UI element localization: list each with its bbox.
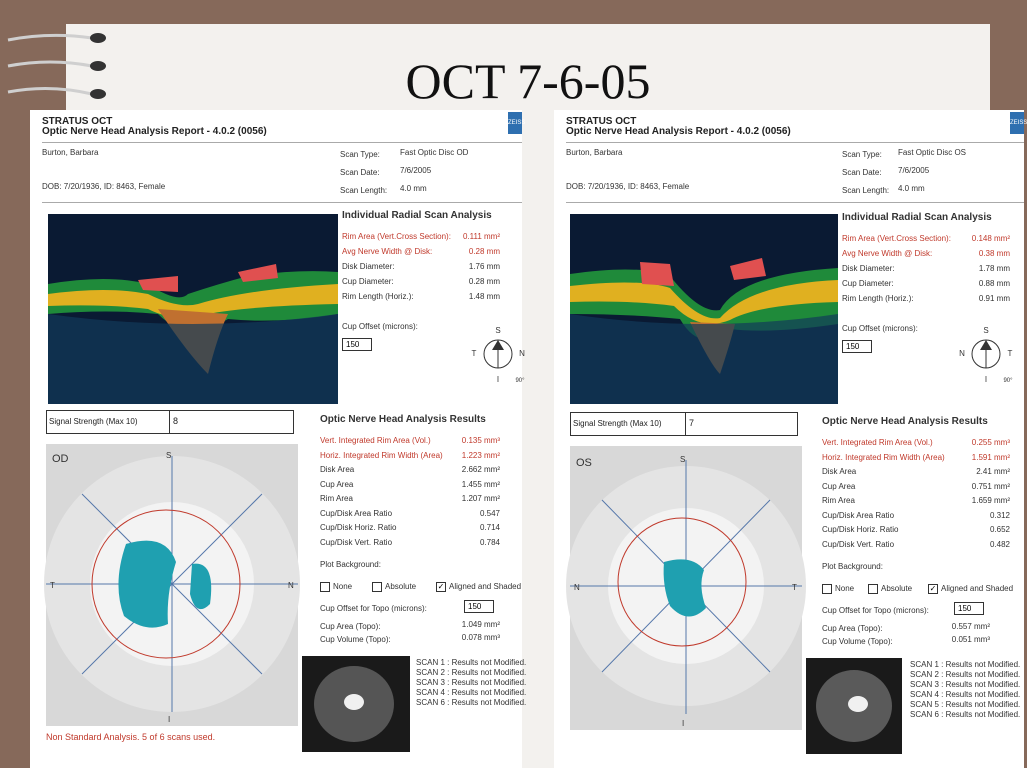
radial-label: Rim Length (Horiz.): xyxy=(342,292,414,301)
top-band xyxy=(0,0,1024,24)
results-label: Cup Area xyxy=(320,479,354,489)
topography-map-os xyxy=(570,446,802,730)
radial-label: Rim Area (Vert.Cross Section): xyxy=(342,232,451,241)
svg-text:S: S xyxy=(166,451,172,460)
aligned-checkbox[interactable]: ✓ xyxy=(929,584,937,593)
compass-icon xyxy=(958,324,1014,386)
results-value: 0.784 xyxy=(479,537,500,547)
radial-value: 1.76 mm xyxy=(468,262,500,271)
svg-text:N: N xyxy=(574,583,580,592)
results-label: Cup/Disk Vert. Ratio xyxy=(822,539,895,549)
results-value: 1.455 mm² xyxy=(461,479,500,489)
scan-list: SCAN 1 : Results not Modified. SCAN 2 : Results not Modified. SCAN 3 : Results not Modified. SCAN 4 : Results not Modified. SCAN 5 : Results not Modified. SCAN 6 : Results not Modified. xyxy=(910,660,1021,719)
results-value: 0.135 mm³ xyxy=(461,436,500,445)
patient-dob: DOB: 7/20/1936, ID: 8463, Female xyxy=(42,182,166,191)
radial-value: 1.78 mm xyxy=(978,264,1010,273)
svg-text:OS: OS xyxy=(576,457,592,469)
svg-text:N: N xyxy=(519,349,525,358)
radial-value: 1.48 mm xyxy=(468,292,500,301)
scan-type: Fast Optic Disc OS xyxy=(898,148,967,157)
svg-text:N: N xyxy=(288,581,294,590)
radial-value: 0.28 mm xyxy=(468,277,500,286)
svg-text:T: T xyxy=(50,581,55,590)
results-value: 0.482 xyxy=(989,539,1010,549)
patient-name: Burton, Barbara xyxy=(42,148,99,157)
oct-cross-section-image xyxy=(48,214,338,404)
radial-title: Individual Radial Scan Analysis xyxy=(342,210,492,221)
fundus-photo-od xyxy=(302,656,410,752)
analysis-footnote: Non Standard Analysis. 5 of 6 scans used. xyxy=(46,732,216,742)
signal-strength: Signal Strength (Max 10) 8 xyxy=(46,410,294,434)
scan-date: 7/6/2005 xyxy=(400,166,432,175)
svg-text:S: S xyxy=(983,326,989,335)
svg-text:T: T xyxy=(1007,349,1013,358)
radial-label: Rim Length (Horiz.): xyxy=(842,294,914,303)
results-label: Cup/Disk Area Ratio xyxy=(320,508,393,518)
results-value: 2.41 mm² xyxy=(976,467,1010,476)
scan-list: SCAN 1 : Results not Modified. SCAN 2 : Results not Modified. SCAN 3 : Results not Modified. SCAN 4 : Results not Modified. SCAN 6 : Results not Modified. xyxy=(416,658,527,707)
results-label: Disk Area xyxy=(320,465,355,474)
svg-text:OD: OD xyxy=(52,453,69,465)
results-value: 1.223 mm² xyxy=(461,450,500,460)
radial-label: Rim Area (Vert.Cross Section): xyxy=(842,234,951,243)
report-os: STRATUS OCT Optic Nerve Head Analysis Report - 4.0.2 (0056) ZEISS Burton, Barbara DOB: 7/20/1936, ID: 8463, Female Scan Type: Fast Optic Disc OS Scan Date: 7/6/2005 Scan Length: 4.0 mm Individual Radial Scan Analysis Cup Offset (microns): 150 S N T I 90° Signal Strength (Max 10) 7 Optic Nerve Head Analysis Results Plot Background: None Absolute ✓ Aligned and Shaded Cup Offset for Topo (microns): 150 Cup Area (Topo): 0.557 mm² Cup Volume (Topo): 0.051 mm³ OS S N T I SCAN 1 : Results not Modified. SCAN 2 : Results not Modified. SCAN 3 : Results not Modified. SCAN 4 : Results not Modified. SCAN 5 : Results not Modified. SCAN 6 : Results not Modified. Rim Area (Vert.Cross Section): 0.148 mm² Avg Nerve Width @ Disk: 0.38 mm Disk Diameter: 1.78 mm Cup Diameter: 0.88 mm Rim Length (Horiz.): 0.91 mm Vert. Integrated Rim Area (Vol.) 0.255 mm³ Horiz. Integrated Rim Width (Area) 1.591 mm² Disk Area 2.41 mm² Cup Area 0.751 mm² Rim Area 1.659 mm² Cup/Disk Area Ratio 0.312 Cup/Disk Horiz. Ratio 0.652 Cup/Disk Vert. Ratio 0.482 xyxy=(554,110,1024,768)
results-label: Horiz. Integrated Rim Width (Area) xyxy=(822,452,945,462)
topo-offset-field[interactable]: 150 xyxy=(464,600,494,613)
results-label: Horiz. Integrated Rim Width (Area) xyxy=(320,450,443,460)
svg-text:S: S xyxy=(495,326,501,335)
topo-offset-field[interactable]: 150 xyxy=(954,602,984,615)
svg-text:90°: 90° xyxy=(515,378,525,384)
svg-text:I: I xyxy=(168,715,171,724)
results-label: Cup/Disk Vert. Ratio xyxy=(320,537,393,547)
absolute-checkbox[interactable] xyxy=(868,584,878,594)
scan-type: Fast Optic Disc OD xyxy=(400,148,469,157)
zeiss-logo: ZEISS xyxy=(508,112,522,134)
cup-offset-field[interactable]: 150 xyxy=(842,340,872,353)
radial-label: Disk Diameter: xyxy=(342,262,395,271)
svg-text:S: S xyxy=(680,455,686,464)
svg-text:I: I xyxy=(984,375,988,384)
svg-text:90°: 90° xyxy=(1003,378,1013,384)
compass-icon xyxy=(470,324,526,386)
none-checkbox[interactable] xyxy=(822,584,832,594)
brand: STRATUS OCT xyxy=(566,116,637,127)
results-label: Cup Area xyxy=(822,481,856,491)
results-value: 2.662 mm² xyxy=(461,465,500,474)
radial-value: 0.38 mm xyxy=(978,249,1010,258)
scan-date: 7/6/2005 xyxy=(898,166,930,175)
svg-text:T: T xyxy=(471,349,477,358)
results-label: Vert. Integrated Rim Area (Vol.) xyxy=(320,436,431,445)
radial-value: 0.111 mm² xyxy=(462,232,500,241)
radial-label: Avg Nerve Width @ Disk: xyxy=(842,249,933,258)
radial-label: Disk Diameter: xyxy=(842,264,895,273)
radial-label: Cup Diameter: xyxy=(342,277,394,286)
results-value: 1.207 mm² xyxy=(461,494,500,503)
results-title: Optic Nerve Head Analysis Results xyxy=(822,416,988,427)
results-value: 1.659 mm² xyxy=(971,496,1010,505)
radial-label: Cup Diameter: xyxy=(842,279,894,288)
results-value: 0.547 xyxy=(479,508,500,518)
results-value: 0.312 xyxy=(989,510,1010,520)
results-label: Vert. Integrated Rim Area (Vol.) xyxy=(822,438,933,447)
aligned-checkbox[interactable]: ✓ xyxy=(437,582,445,591)
results-value: 0.751 mm² xyxy=(971,481,1010,491)
radial-value: 0.91 mm xyxy=(978,294,1010,303)
results-title: Optic Nerve Head Analysis Results xyxy=(320,414,486,425)
topography-map-od xyxy=(46,444,298,726)
radial-label: Avg Nerve Width @ Disk: xyxy=(342,247,433,256)
cup-offset-field[interactable]: 150 xyxy=(342,338,372,351)
scan-length: 4.0 mm xyxy=(898,184,925,193)
brand: STRATUS OCT xyxy=(42,116,113,127)
oct-cross-section-image xyxy=(570,214,838,404)
absolute-checkbox[interactable] xyxy=(372,582,382,592)
svg-text:T: T xyxy=(792,583,797,592)
results-value: 1.591 mm² xyxy=(971,452,1010,462)
signal-strength: Signal Strength (Max 10) 7 xyxy=(570,412,798,436)
fundus-photo-os xyxy=(806,658,902,754)
results-label: Rim Area xyxy=(320,494,353,503)
report-od: STRATUS OCT Optic Nerve Head Analysis Report - 4.0.2 (0056) ZEISS Burton, Barbara DOB: 7/20/1936, ID: 8463, Female Scan Type: Fast Optic Disc OD Scan Date: 7/6/2005 Scan Length: 4.0 mm Individual Radial Scan Analysis Cup Offset (microns): 150 S T N I 90° Signal Strength (Max 10) 8 Optic Nerve Head Analysis Results Plot Background: None Absolute ✓ Aligned and Shaded Cup Offset for Topo (microns): 150 Cup Area (Topo): 1.049 mm² Cup Volume (Topo): 0.078 mm³ OD S T N I SCAN 1 : Results not Modified. SCAN 2 : Results not Modified. SCAN 3 : Results not Modified. SCAN 4 : Results not Modified. SCAN 6 : Results not Modified. Non Standard Analysis. 5 of 6 scans used. Rim Area (Vert.Cross Section): 0.111 mm² Avg Nerve Width @ Disk: 0.28 mm Disk Diameter: 1.76 mm Cup Diameter: 0.28 mm Rim Length (Horiz.): 1.48 mm Vert. Integrated Rim Area (Vol.) 0.135 mm³ Horiz. Integrated Rim Width (Area) 1.223 mm² Disk Area 2.662 mm² Cup Area 1.455 mm² Rim Area 1.207 mm² Cup/Disk Area Ratio 0.547 Cup/Disk Horiz. Ratio 0.714 Cup/Disk Vert. Ratio 0.784 xyxy=(30,110,522,768)
radial-value: 0.88 mm xyxy=(978,279,1010,288)
results-label: Cup/Disk Area Ratio xyxy=(822,510,895,520)
svg-text:I: I xyxy=(496,375,500,384)
slide-title: OCT 7-6-05 xyxy=(405,53,651,109)
results-label: Cup/Disk Horiz. Ratio xyxy=(822,525,899,534)
none-checkbox[interactable] xyxy=(320,582,330,592)
results-label: Disk Area xyxy=(822,467,857,476)
radial-title: Individual Radial Scan Analysis xyxy=(842,212,992,223)
results-value: 0.714 xyxy=(479,523,500,532)
report-title: Optic Nerve Head Analysis Report - 4.0.2 (0056) xyxy=(566,126,791,137)
results-label: Rim Area xyxy=(822,496,855,505)
zeiss-logo: ZEISS xyxy=(1010,112,1024,134)
svg-text:I: I xyxy=(682,719,685,728)
radial-value: 0.28 mm xyxy=(468,247,500,256)
results-value: 0.652 xyxy=(989,525,1010,534)
svg-text:N: N xyxy=(959,349,965,358)
report-title: Optic Nerve Head Analysis Report - 4.0.2 (0056) xyxy=(42,126,267,137)
results-label: Cup/Disk Horiz. Ratio xyxy=(320,523,397,532)
results-value: 0.255 mm³ xyxy=(971,438,1010,447)
patient-name: Burton, Barbara xyxy=(566,148,623,157)
spiral-binding-icon xyxy=(0,26,112,110)
radial-value: 0.148 mm² xyxy=(971,234,1010,243)
scan-length: 4.0 mm xyxy=(400,184,427,193)
patient-dob: DOB: 7/20/1936, ID: 8463, Female xyxy=(566,182,690,191)
